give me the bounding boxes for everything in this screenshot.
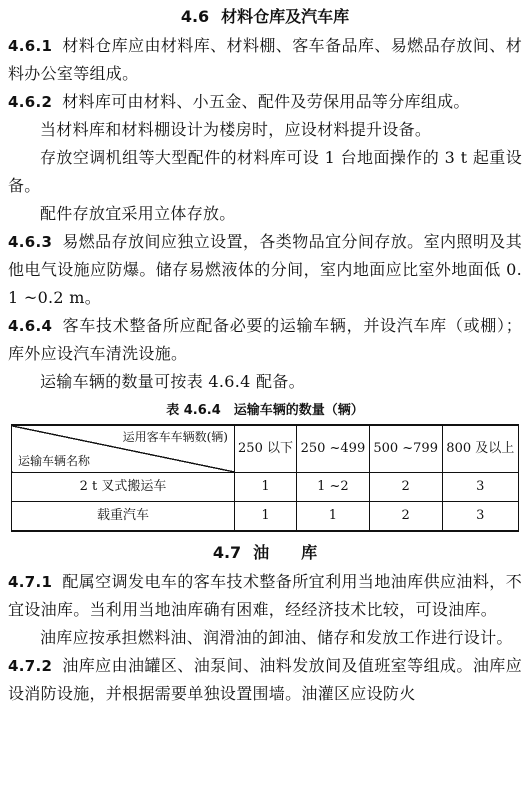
- table-cell: 2: [369, 473, 442, 502]
- table-cell: 3: [442, 502, 518, 532]
- table-cell: 1: [235, 473, 297, 502]
- section-heading-4-6: [8, 2, 522, 32]
- column-header: 250 以下: [235, 425, 297, 473]
- section-number: 4.7: [212, 543, 242, 562]
- clause-number: 4.7.1: [8, 573, 53, 591]
- clause-number: 4.6.3: [8, 233, 53, 251]
- table-header-row: [12, 425, 519, 473]
- clause-4-6-2: [8, 88, 522, 116]
- clause-text: 客车技术整备所应配备必要的运输车辆，并设汽车库（或棚）；库外应设汽车清洗设施。: [8, 316, 522, 363]
- table-row: [12, 502, 519, 532]
- clause-number: 4.6.1: [8, 37, 53, 55]
- table-cell: 1: [235, 502, 297, 532]
- section-title-text: 材料仓库及汽车库: [221, 7, 350, 26]
- paragraph: 存放空调机组等大型配件的材料库可设 1 台地面操作的 3 t 起重设备。: [8, 148, 522, 195]
- section-heading-4-7: [8, 538, 522, 568]
- table-cell: 2: [369, 502, 442, 532]
- clause-number: 4.6.4: [8, 317, 53, 335]
- clause-4-7-1: [8, 568, 522, 624]
- paragraph: 油库应按承担燃料油、润滑油的卸油、储存和发放工作进行设计。: [40, 628, 513, 647]
- clause-4-6-3: [8, 228, 522, 312]
- paragraph: 运输车辆的数量可按表 4.6.4 配备。: [40, 372, 305, 391]
- header-bottom-label: 运输车辆名称: [18, 454, 91, 468]
- clause-text: 材料库可由材料、小五金、配件及劳保用品等分库组成。: [62, 92, 470, 111]
- clause-4-7-2: [8, 652, 522, 708]
- column-header: 500 ~799: [369, 425, 442, 473]
- clause-text: 材料仓库应由材料库、材料棚、客车备品库、易燃品存放间、材料办公室等组成。: [8, 36, 522, 83]
- table-cell: 1 ~2: [297, 473, 370, 502]
- table-row: [12, 473, 519, 502]
- clause-number: 4.6.2: [8, 93, 53, 111]
- row-name: 2 t 叉式搬运车: [12, 473, 235, 502]
- column-header: 800 及以上: [442, 425, 518, 473]
- clause-4-6-4: [8, 312, 522, 368]
- section-number: 4.6: [180, 7, 210, 26]
- row-name: 载重汽车: [12, 502, 235, 532]
- column-header: 250 ~499: [297, 425, 370, 473]
- clause-text: 易燃品存放间应独立设置，各类物品宜分间存放。室内照明及其他电气设施应防爆。储存易燃液体的分间，室内地面应比室外地面低 0.1 ~0.2 m。: [8, 232, 522, 307]
- paragraph: 当材料库和材料棚设计为楼房时，应设材料提升设备。: [40, 120, 432, 139]
- paragraph: 配件存放宜采用立体存放。: [40, 204, 236, 223]
- table-cell: 3: [442, 473, 518, 502]
- vehicle-count-table: [11, 424, 519, 532]
- clause-number: 4.7.2: [8, 657, 53, 675]
- header-top-label: 运用客车车辆数(辆): [122, 430, 228, 444]
- table-cell: 1: [297, 502, 370, 532]
- clause-text: 油库应由油罐区、油泵间、油料发放间及值班室等组成。油库应设消防设施，并根据需要单独设置围墙。油灌区应设防火: [8, 656, 522, 703]
- table-diagonal-header: [12, 425, 235, 473]
- clause-4-6-1: [8, 32, 522, 88]
- clause-text: 配属空调发电车的客车技术整备所宜利用当地油库供应油料，不宜设油库。当利用当地油库确有困难，经经济技术比较，可设油库。: [8, 572, 522, 619]
- table-caption: 表 4.6.4 运输车辆的数量（辆）: [166, 403, 364, 418]
- section-title-text: 油 库: [253, 543, 318, 562]
